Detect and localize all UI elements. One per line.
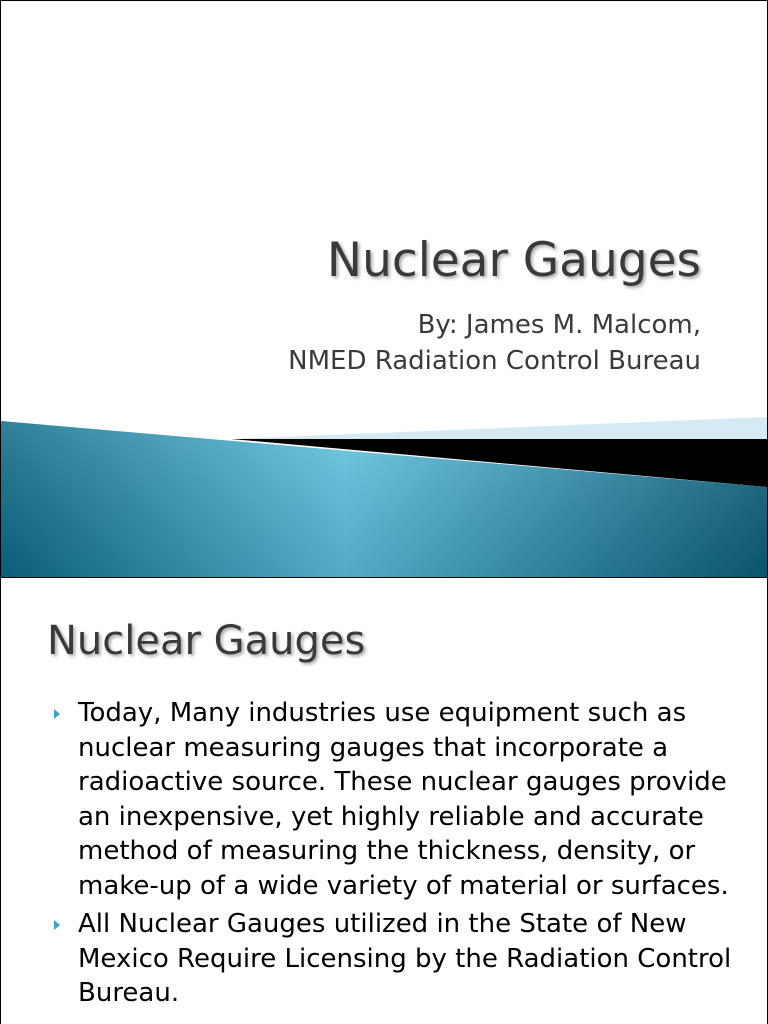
content-slide — [0, 578, 768, 1024]
bullet-arrow-icon — [54, 709, 60, 719]
decorative-banner — [1, 413, 767, 577]
bullet-list — [1, 696, 761, 1015]
bullet-text: Today, Many industries use equipment such as nuclear measuring gauges that incorporate a radioactive source. These nuclear gauges provide an inexpensive, yet highly reliable and accurate method of measuring the thickness, density, or make-up of a wide variety of material or surfaces. — [78, 698, 729, 901]
banner-light-stripe — [231, 417, 767, 439]
subtitle-author: By: James M. Malcom, — [417, 310, 701, 340]
slide-heading: Nuclear Gauges — [47, 618, 366, 664]
bullet-arrow-icon — [54, 920, 60, 930]
bullet-text: All Nuclear Gauges utilized in the State of New Mexico Require Licensing by the Radiation Control Bureau. — [78, 909, 732, 1008]
slide-title: Nuclear Gauges — [326, 233, 701, 288]
slide-subtitle — [288, 307, 701, 379]
subtitle-organization: NMED Radiation Control Bureau — [288, 346, 701, 376]
bullet-item — [1, 696, 761, 903]
bullet-item — [1, 907, 761, 1011]
